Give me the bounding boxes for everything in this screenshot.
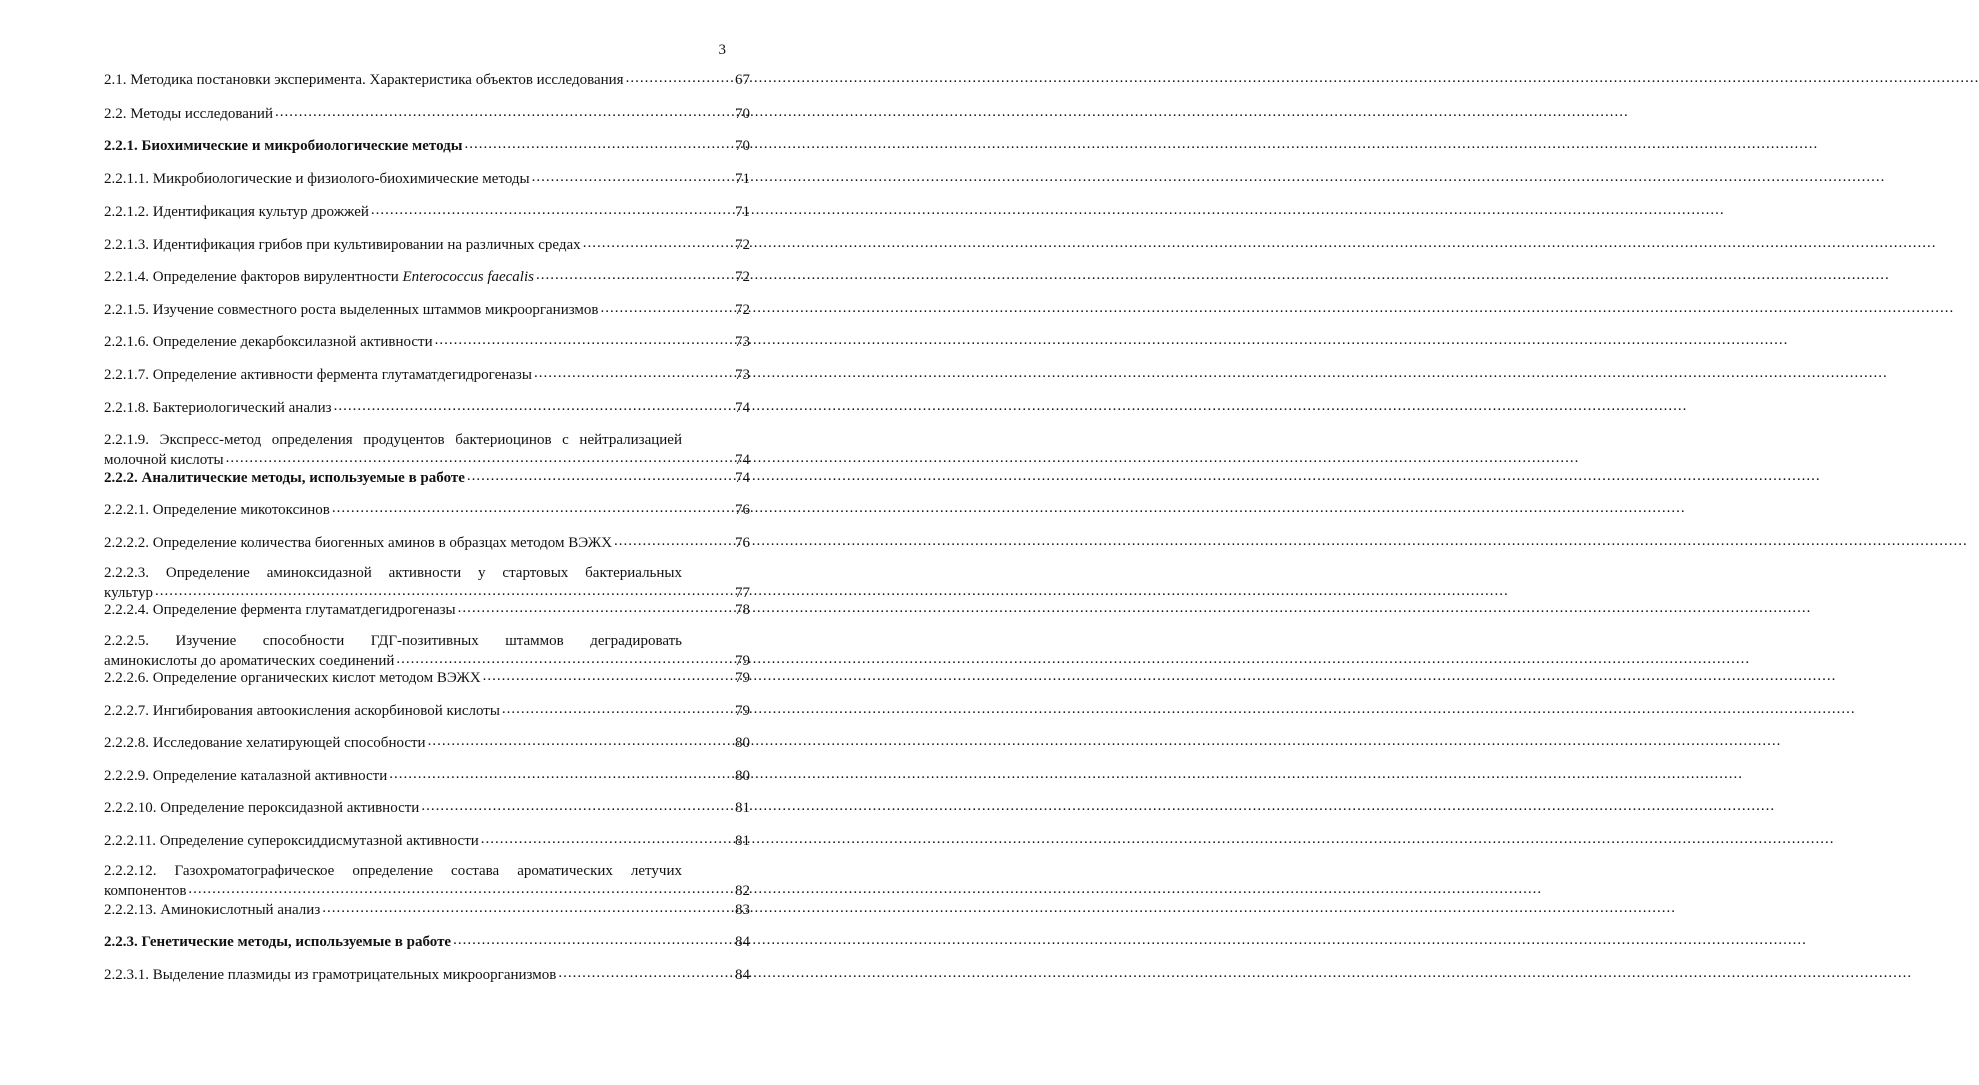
dot-leader bbox=[273, 105, 1629, 120]
toc-entry[interactable] bbox=[104, 203, 750, 221]
toc-entry-text: 2.2.2.1. Определение микотоксинов bbox=[104, 502, 330, 518]
toc-entry[interactable] bbox=[104, 631, 750, 670]
toc-entry-text: 2.2.2.11. Определение супероксиддисмутазной активности bbox=[104, 833, 479, 849]
toc-entry-page-number: 73 bbox=[735, 334, 750, 350]
toc-entry-text: 2.2.1. Биохимические и микробиологические методы bbox=[104, 138, 463, 154]
dot-leader bbox=[599, 301, 1955, 316]
toc-entry[interactable] bbox=[104, 563, 750, 602]
toc-entry-text: 2.2.3. Генетические методы, используемые в работе bbox=[104, 934, 452, 950]
toc-entry-text: молочной кислоты bbox=[104, 452, 224, 468]
toc-entry[interactable] bbox=[104, 501, 750, 519]
toc-entry[interactable] bbox=[104, 366, 750, 384]
toc-entry-text: 2.2. Методы исследований bbox=[104, 106, 273, 122]
toc-entry[interactable] bbox=[104, 767, 750, 785]
toc-entry[interactable] bbox=[104, 399, 750, 417]
toc-entry-text: 2.2.2.2. Определение количества биогенных аминов в образцах методом ВЭЖХ bbox=[104, 535, 613, 551]
toc-entry-page-number: 74 bbox=[735, 400, 750, 416]
toc-entry-title-line1: 2.2.1.9. Экспресс-метод определения продуцентов бактериоцинов с нейтрализацией bbox=[104, 432, 682, 448]
toc-entry-title bbox=[104, 602, 456, 619]
toc-entry-title bbox=[104, 204, 369, 221]
dot-leader bbox=[481, 669, 1837, 684]
toc-entry-page-number: 76 bbox=[735, 502, 750, 518]
toc-entry-text: аминокислоты до ароматических соединений bbox=[104, 653, 395, 669]
toc-entry-title bbox=[104, 302, 599, 319]
dot-leader bbox=[186, 882, 1542, 897]
toc-entry-title-line1: 2.2.2.5. Изучение способности ГДГ-позитивных штаммов деградировать bbox=[104, 633, 682, 649]
toc-entry-title bbox=[104, 883, 186, 900]
toc-entry-page-number: 83 bbox=[735, 902, 750, 918]
dot-leader bbox=[479, 832, 1835, 847]
toc-entry-page-number: 84 bbox=[735, 967, 750, 983]
toc-entry[interactable] bbox=[104, 170, 750, 188]
toc-entry[interactable] bbox=[104, 430, 750, 469]
dot-leader bbox=[556, 966, 1912, 981]
dot-leader bbox=[462, 137, 1818, 152]
toc-entry-text: 2.2.1.1. Микробиологические и физиолого-биохимические методы bbox=[104, 171, 530, 187]
toc-entry-title bbox=[104, 585, 153, 602]
toc-entry-page-number: 72 bbox=[735, 269, 750, 285]
toc-entry-text: 2.2.1.3. Идентификация грибов при культивировании на различных средах bbox=[104, 237, 581, 253]
toc-entry[interactable] bbox=[104, 832, 750, 850]
toc-entry-title bbox=[104, 269, 534, 286]
toc-entry-page-number: 84 bbox=[735, 934, 750, 950]
toc-entry[interactable] bbox=[104, 966, 750, 984]
toc-entry-text: 2.2.1.4. Определение факторов вирулентности bbox=[104, 269, 403, 285]
toc-entry-title bbox=[104, 934, 451, 951]
toc-entry-page-number: 70 bbox=[735, 138, 750, 154]
toc-entry[interactable] bbox=[104, 669, 750, 687]
dot-leader bbox=[624, 71, 1979, 86]
toc-entry-title bbox=[104, 106, 273, 123]
dot-leader bbox=[456, 601, 1812, 616]
toc-entry-title bbox=[104, 502, 330, 519]
toc-entry-title-line1: 2.2.2.3. Определение аминоксидазной активности у стартовых бактериальных bbox=[104, 565, 682, 581]
toc-entry-page-number: 71 bbox=[735, 204, 750, 220]
toc-entry[interactable] bbox=[104, 137, 750, 155]
toc-entry-title bbox=[104, 670, 481, 687]
toc-entry-title-line1: 2.2.2.12. Газохроматографическое определение состава ароматических летучих bbox=[104, 863, 682, 879]
toc-entry[interactable] bbox=[104, 861, 750, 900]
toc-entry-page-number: 79 bbox=[735, 653, 750, 669]
toc-entry[interactable] bbox=[104, 301, 750, 319]
toc-entry[interactable] bbox=[104, 268, 750, 286]
toc-entry-title bbox=[104, 967, 556, 984]
toc-entry-text: 2.2.2. Аналитические методы, используемые в работе bbox=[104, 470, 465, 486]
dot-leader bbox=[451, 933, 1807, 948]
toc-entry-page-number: 72 bbox=[735, 237, 750, 253]
dot-leader bbox=[320, 901, 1676, 916]
toc-entry-text: 2.2.3.1. Выделение плазмиды из грамотрицательных микроорганизмов bbox=[104, 967, 557, 983]
toc-entry-text: культур bbox=[104, 585, 154, 601]
toc-entry-text: 2.1. Методика постановки эксперимента. Характеристика объектов исследования bbox=[104, 72, 624, 88]
toc-entry-text: 2.2.2.4. Определение фермента глутаматдегидрогеназы bbox=[104, 602, 456, 618]
dot-leader bbox=[330, 501, 1686, 516]
toc-entry-text: 2.2.2.7. Ингибирования автоокисления аскорбиновой кислоты bbox=[104, 703, 500, 719]
dot-leader bbox=[581, 236, 1937, 251]
toc-entry[interactable] bbox=[104, 734, 750, 752]
toc-entry-page-number: 80 bbox=[735, 735, 750, 751]
toc-entry-title bbox=[104, 653, 394, 670]
toc-entry[interactable] bbox=[104, 333, 750, 351]
toc-entry-page-number: 74 bbox=[735, 470, 750, 486]
toc-entry-title bbox=[104, 800, 419, 817]
toc-entry-title bbox=[104, 902, 320, 919]
toc-entry-species-name: Enterococcus faecalis bbox=[402, 269, 534, 285]
dot-leader bbox=[433, 333, 1789, 348]
toc-entry-title bbox=[104, 768, 387, 785]
dot-leader bbox=[465, 469, 1821, 484]
dot-leader bbox=[332, 399, 1688, 414]
toc-entry-page-number: 79 bbox=[735, 670, 750, 686]
toc-entry-page-number: 79 bbox=[735, 703, 750, 719]
toc-entry-title bbox=[104, 171, 530, 188]
toc-entry-page-number: 80 bbox=[735, 768, 750, 784]
toc-entry-page-number: 76 bbox=[735, 535, 750, 551]
toc-entry-text: 2.2.2.9. Определение каталазной активности bbox=[104, 768, 388, 784]
dot-leader bbox=[387, 767, 1743, 782]
toc-entry-title bbox=[104, 138, 462, 155]
dot-leader bbox=[500, 702, 1856, 717]
toc-entry-page-number: 81 bbox=[735, 833, 750, 849]
toc-entry-title bbox=[104, 72, 624, 89]
toc-entry-title bbox=[104, 237, 581, 254]
dot-leader bbox=[426, 734, 1782, 749]
toc-entry[interactable] bbox=[104, 933, 750, 951]
toc-entry-text: 2.2.2.10. Определение пероксидазной активности bbox=[104, 800, 420, 816]
toc-entry-title bbox=[104, 833, 479, 850]
dot-leader bbox=[369, 203, 1725, 218]
toc-entry[interactable] bbox=[104, 601, 750, 619]
toc-entry[interactable] bbox=[104, 105, 750, 123]
toc-entry-page-number: 73 bbox=[735, 367, 750, 383]
dot-leader bbox=[153, 584, 1509, 599]
toc-entry-page-number: 71 bbox=[735, 171, 750, 187]
toc-entry[interactable] bbox=[104, 534, 750, 552]
toc-entry-page-number: 82 bbox=[735, 883, 750, 899]
toc-entry-title bbox=[104, 735, 426, 752]
dot-leader bbox=[419, 799, 1775, 814]
toc-entry-text: 2.2.1.8. Бактериологический анализ bbox=[104, 400, 332, 416]
toc-entry-page-number: 78 bbox=[735, 602, 750, 618]
toc-entry[interactable] bbox=[104, 469, 750, 487]
toc-entry-page-number: 67 bbox=[735, 72, 750, 88]
toc-entry-page-number: 72 bbox=[735, 302, 750, 318]
toc-entry-title bbox=[104, 470, 465, 487]
toc-entry[interactable] bbox=[104, 799, 750, 817]
toc-entry-text: 2.2.1.2. Идентификация культур дрожжей bbox=[104, 204, 369, 220]
toc-entry[interactable] bbox=[104, 901, 750, 919]
toc-entry-text: 2.2.1.5. Изучение совместного роста выделенных штаммов микроорганизмов bbox=[104, 302, 599, 318]
toc-entry-text: компонентов bbox=[104, 883, 187, 899]
toc-entry-page-number: 77 bbox=[735, 585, 750, 601]
toc-entry[interactable] bbox=[104, 236, 750, 254]
toc-entry-text: 2.2.1.7. Определение активности фермента глутаматдегидрогеназы bbox=[104, 367, 532, 383]
toc-entry[interactable] bbox=[104, 71, 750, 89]
toc-entry-page-number: 81 bbox=[735, 800, 750, 816]
toc-entry-text: 2.2.1.6. Определение декарбоксилазной активности bbox=[104, 334, 433, 350]
toc-entry[interactable] bbox=[104, 702, 750, 720]
page-number: 3 bbox=[718, 42, 726, 58]
toc-entry-page-number: 70 bbox=[735, 106, 750, 122]
toc-entry-text: 2.2.2.6. Определение органических кислот методом ВЭЖХ bbox=[104, 670, 481, 686]
toc-entry-title bbox=[104, 400, 332, 417]
toc-entry-title bbox=[104, 703, 500, 720]
toc-entry-text: 2.2.2.8. Исследование хелатирующей способности bbox=[104, 735, 426, 751]
toc-entry-title bbox=[104, 535, 612, 552]
toc-entry-title bbox=[104, 452, 224, 469]
dot-leader bbox=[224, 451, 1580, 466]
toc-entry-title bbox=[104, 334, 433, 351]
dot-leader bbox=[612, 534, 1968, 549]
toc-entry-title bbox=[104, 367, 532, 384]
dot-leader bbox=[394, 652, 1750, 667]
toc-entry-text: 2.2.2.13. Аминокислотный анализ bbox=[104, 902, 321, 918]
toc-entry-page-number: 74 bbox=[735, 452, 750, 468]
